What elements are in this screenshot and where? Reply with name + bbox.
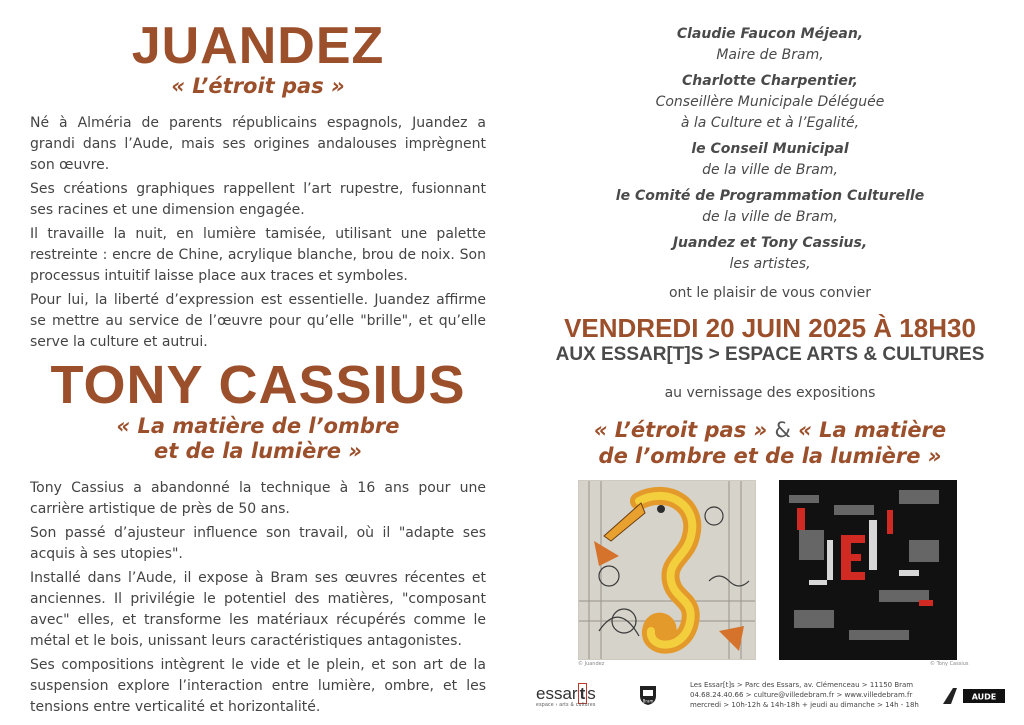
host-role: Maire de Bram,: [716, 47, 824, 63]
exhibition-title-b-part1: « La matière: [798, 418, 947, 442]
hours-line: mercredi > 10h-12h & 14h-18h + jeudi au dimanche > 14h - 18h: [690, 701, 919, 709]
cassius-paragraph: Tony Cassius a abandonné la technique à 16 ans pour une carrière artistique de près de 50 ans.: [30, 480, 486, 517]
cassius-subtitle-line2: et de la lumière »: [154, 439, 362, 463]
essarts-logo-part-a: essar: [536, 684, 578, 703]
contact-info: [690, 680, 919, 710]
essarts-logo-tagline: espace › arts & cultures: [536, 702, 596, 708]
bram-logo-text: Bram: [642, 698, 654, 704]
host-role: à la Culture et à l’Egalité,: [680, 115, 860, 131]
artwork-credit-cassius: © Tony Cassius: [930, 661, 969, 667]
aude-department-icon: [943, 686, 1005, 706]
bram-crest-logo: [638, 684, 658, 706]
exhibition-titles: [530, 417, 1010, 469]
juandez-paragraph: Ses créations graphiques rappellent l’art rupestre, fusionnant ses racines et une dimension engagée.: [30, 181, 486, 218]
event-venue: AUX ESSAR[T]S > ESPACE ARTS & CULTURES: [555, 344, 985, 365]
host-mayor: [530, 24, 1010, 66]
aude-label: AUDE: [971, 692, 997, 702]
host-name: Juandez et Tony Cassius,: [672, 235, 868, 251]
juandez-title: JUANDEZ: [131, 17, 385, 75]
bram-crest-icon: [638, 684, 658, 706]
essarts-logo-part-b: t: [579, 684, 586, 703]
host-name: Claudie Faucon Méjean,: [676, 26, 864, 42]
essarts-logo: [536, 684, 596, 708]
host-role: de la ville de Bram,: [702, 162, 838, 178]
cassius-paragraph: Installé dans l’Aude, il expose à Bram ses œuvres récentes et anciennes. Il privilégie le potentiel des matières, "composant avec" elles, et transforme les matériaux récupérés comme le métal et le bois, unissant leurs caractéristiques antagonistes.: [30, 570, 486, 649]
contact-line: 04.68.24.40.66 > culture@villedebram.fr > www.villedebram.fr: [690, 691, 913, 699]
host-council: [530, 139, 1010, 181]
left-column: [30, 18, 486, 721]
juandez-bio: [30, 113, 486, 353]
host-councillor: [530, 71, 1010, 134]
address-line: Les Essar[t]s > Parc des Essars, av. Clémenceau > 11150 Bram: [690, 681, 914, 689]
ampersand: &: [774, 418, 791, 442]
artwork-credit-juandez: © Juandez: [578, 661, 605, 667]
cassius-subtitle-line1: « La matière de l’ombre: [116, 414, 400, 438]
artwork-cassius-abstract: [779, 480, 957, 660]
host-role: Conseillère Municipale Déléguée: [655, 94, 885, 110]
cassius-paragraph: Son passé d’ajusteur influence son travail, où il "adapte ses acquis à ses utopies".: [30, 525, 486, 562]
juandez-paragraph: Né à Alméria de parents républicains espagnols, Juandez a grandi dans l’Aude, mais ses origines andalouses imprègnent son œuvre.: [30, 115, 486, 173]
artwork-juandez-seahorse: [578, 480, 756, 660]
exhibition-title-a: « L’étroit pas »: [593, 418, 768, 442]
invitation-text: ont le plaisir de vous convier: [668, 285, 872, 301]
aude-logo: [943, 686, 1005, 706]
essarts-logo-part-c: s: [587, 684, 596, 703]
cassius-bio: [30, 478, 486, 718]
host-role: de la ville de Bram,: [702, 209, 838, 225]
juandez-subtitle: « L’étroit pas »: [171, 74, 345, 98]
juandez-paragraph: Pour lui, la liberté d’expression est essentielle. Juandez affirme se mettre au service de l’œuvre pour qu’elle "brille", et qu’elle serve la culture et autrui.: [30, 292, 486, 350]
exhibition-titles-line1: [530, 417, 1010, 443]
abstract-illustration: [779, 480, 957, 660]
host-name: Charlotte Charpentier,: [682, 73, 858, 89]
host-role: les artistes,: [729, 256, 811, 272]
host-committee: [530, 186, 1010, 228]
event-date: VENDREDI 20 JUIN 2025 À 18H30: [564, 313, 976, 343]
host-name: le Comité de Programmation Culturelle: [615, 188, 925, 204]
exhibition-title-b-part2: de l’ombre et de la lumière »: [598, 444, 942, 468]
cassius-title: TONY CASSIUS: [50, 355, 466, 415]
vernissage-text: au vernissage des expositions: [664, 385, 876, 401]
host-artists: [530, 233, 1010, 275]
juandez-paragraph: Il travaille la nuit, en lumière tamisée, utilisant une palette restreinte : encre de Chine, acrylique blanche, brou de noix. Son processus intuitif laisse place aux traces et symboles.: [30, 226, 486, 284]
invitation-column: [530, 24, 1010, 469]
cassius-paragraph: Ses compositions intègrent le vide et le plein, et son art de la suspension explore l’interaction entre lumière, ombre, et les tensions entre verticalité et horizontalité.: [30, 657, 486, 715]
host-name: le Conseil Municipal: [691, 141, 849, 157]
seahorse-illustration: [579, 481, 756, 660]
